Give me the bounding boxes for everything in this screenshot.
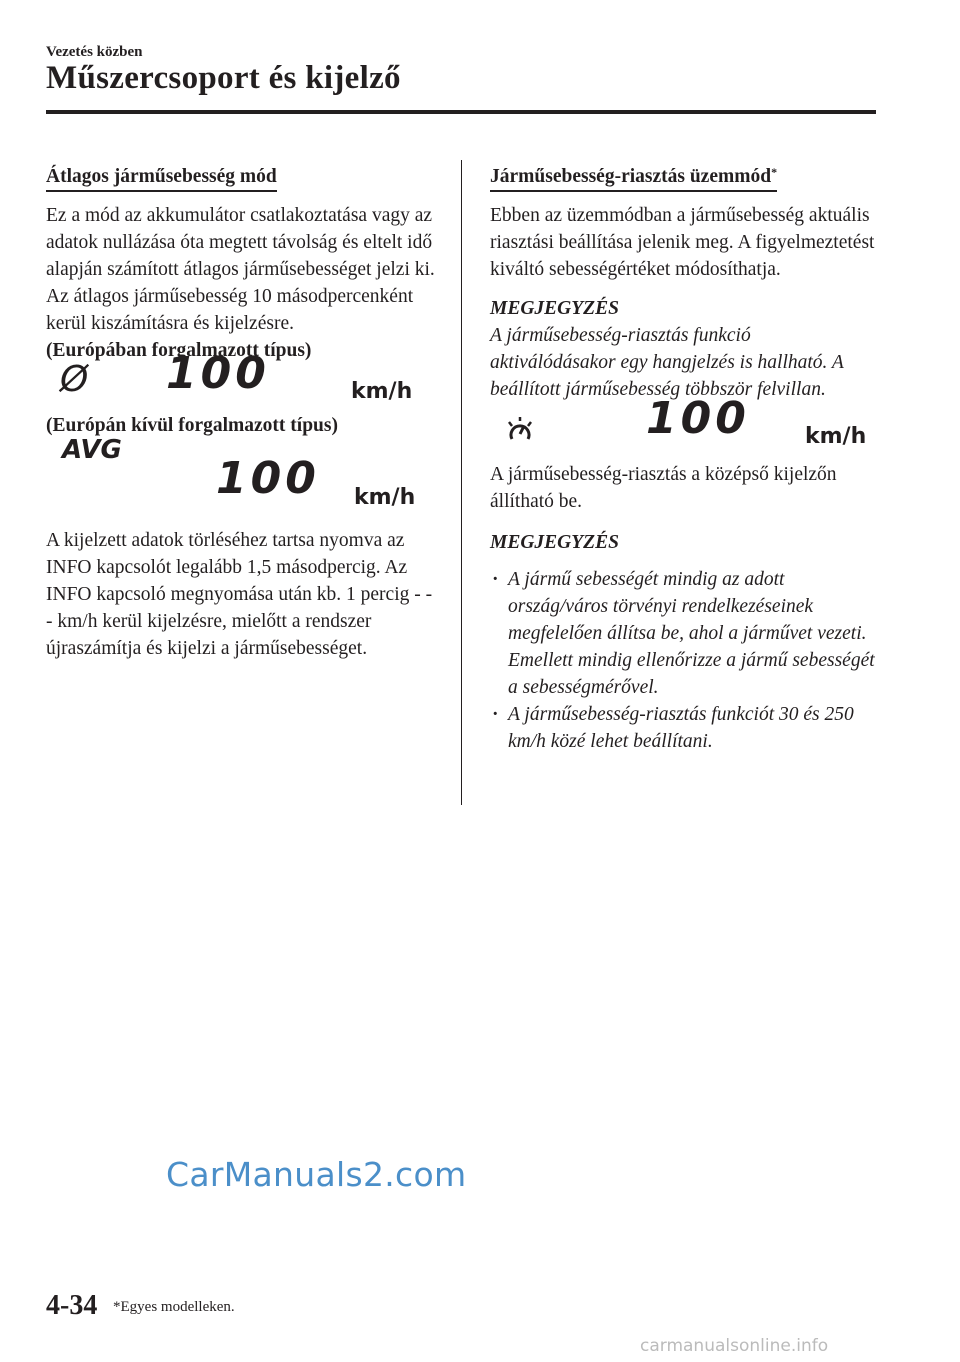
list-item: · A járműsebesség-riasztás funkciót 30 és 250 km/h közé lehet beállítani.: [490, 701, 875, 755]
footnote: *Egyes modelleken.: [113, 1299, 235, 1315]
eu-speed-value: 100: [166, 348, 270, 399]
source-url[interactable]: carmanualsonline.info: [640, 1336, 829, 1356]
alarm-speed-unit: km/h: [805, 424, 867, 449]
note-2-title: MEGJEGYZÉS: [490, 532, 619, 553]
average-speed-heading: Átlagos járműsebesség mód: [46, 164, 277, 192]
page-title: Műszercsoport és kijelző: [46, 60, 401, 96]
watermark-link[interactable]: CarManuals2.com: [166, 1155, 467, 1194]
average-speed-paragraph-3: A kijelzett adatok törléséhez tartsa nyomva az INFO kapcsolót legalább 1,5 másodpercig. Az INFO kapcsoló megnyomása után kb. 1 percig - - - km/h kerül kijelzésre, mielőtt a rendszer újraszámítja és kijelzi a járműsebességet.: [46, 530, 433, 659]
alarm-speed-value: 100: [646, 393, 750, 444]
average-speed-paragraph-1: Ez a mód az akkumulátor csatlakoztatása vagy az adatok nullázása óta megtett távolság és eltelt idő alapján számított átlagos járműsebességet jelzi ki.: [46, 205, 435, 280]
right-column: [490, 163, 875, 755]
eu-type-label: (Európában forgalmazott típus): [46, 340, 312, 361]
speed-alarm-display: [490, 393, 875, 461]
left-column: [46, 163, 441, 662]
eu-speed-unit: km/h: [351, 379, 413, 404]
non-eu-average-speed-display: [46, 435, 441, 519]
model-footnote-mark: *: [771, 165, 778, 179]
column-divider: [461, 160, 462, 805]
average-symbol-icon: Ø: [60, 359, 89, 400]
speed-alarm-heading: Járműsebesség-riasztás üzemmód*: [490, 164, 777, 192]
note-1-title: MEGJEGYZÉS: [490, 298, 619, 319]
page-number: 4-34: [46, 1290, 98, 1321]
note-1-text: A járműsebesség-riasztás funkció aktiválódásakor egy hangjelzés is hallható. A beállított járműsebesség többször felvillan.: [490, 325, 844, 400]
avg-label-icon: AVG: [62, 435, 122, 465]
list-item: · A jármű sebességét mindig az adott ország/város törvényi rendelkezéseinek megfelelően állítsa be, ahol a járművet vezeti. Emellett mindig ellenőrizze a jármű sebességét a sebességmérővel.: [490, 566, 875, 701]
speed-alarm-paragraph-1: Ebben az üzemmódban a járműsebesség aktuális riasztási beállítása jelenik meg. A figyelmeztetést kiváltó sebességértéket módosíthatja.: [490, 205, 875, 280]
speed-alarm-icon: [506, 417, 534, 445]
title-rule: [46, 110, 876, 114]
average-speed-paragraph-2: Az átlagos járműsebesség 10 másodpercenként kerül kiszámításra és kijelzésre.: [46, 286, 414, 334]
non-eu-type-label: (Európán kívül forgalmazott típus): [46, 415, 338, 436]
speed-alarm-paragraph-2: A járműsebesség-riasztás a középső kijelzőn állítható be.: [490, 464, 837, 512]
note-2-list: [490, 566, 875, 755]
non-eu-speed-unit: km/h: [354, 485, 416, 510]
non-eu-speed-value: 100: [216, 453, 320, 504]
section-label: Vezetés közben: [46, 44, 143, 60]
